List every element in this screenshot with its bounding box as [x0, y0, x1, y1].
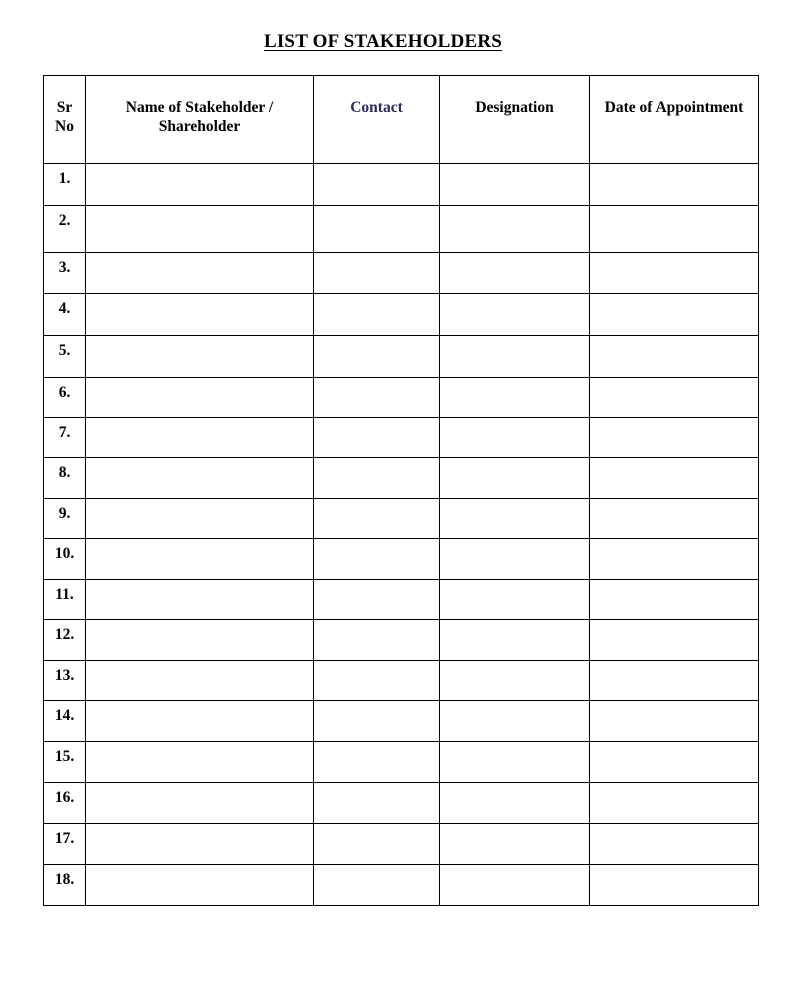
header-name-line1: Name of Stakeholder / [125, 99, 274, 116]
sr-cell: 1. [44, 164, 86, 206]
header-sr-line2: No [55, 118, 74, 135]
table-row [44, 783, 759, 824]
table-row [44, 378, 759, 418]
date-cell[interactable] [590, 378, 759, 418]
date-cell[interactable] [590, 824, 759, 865]
designation-cell[interactable] [440, 824, 590, 865]
table-row [44, 206, 759, 253]
sr-cell: 14. [44, 701, 86, 742]
contact-cell[interactable] [314, 620, 440, 661]
designation-cell[interactable] [440, 418, 590, 458]
name-cell[interactable] [86, 294, 314, 336]
header-contact: Contact [314, 76, 440, 164]
contact-cell[interactable] [314, 458, 440, 499]
designation-cell[interactable] [440, 742, 590, 783]
date-cell[interactable] [590, 701, 759, 742]
designation-cell[interactable] [440, 458, 590, 499]
table-row [44, 336, 759, 378]
name-cell[interactable] [86, 580, 314, 620]
name-cell[interactable] [86, 824, 314, 865]
name-cell[interactable] [86, 783, 314, 824]
designation-cell[interactable] [440, 701, 590, 742]
designation-cell[interactable] [440, 783, 590, 824]
header-name [86, 76, 314, 164]
sr-cell: 13. [44, 661, 86, 701]
date-cell[interactable] [590, 742, 759, 783]
table-row [44, 701, 759, 742]
table-row [44, 499, 759, 539]
name-cell[interactable] [86, 661, 314, 701]
table-row [44, 164, 759, 206]
table-row [44, 661, 759, 701]
sr-cell: 16. [44, 783, 86, 824]
date-cell[interactable] [590, 418, 759, 458]
designation-cell[interactable] [440, 336, 590, 378]
sr-cell: 12. [44, 620, 86, 661]
designation-cell[interactable] [440, 294, 590, 336]
date-cell[interactable] [590, 336, 759, 378]
designation-cell[interactable] [440, 164, 590, 206]
table-row [44, 294, 759, 336]
sr-cell: 8. [44, 458, 86, 499]
designation-cell[interactable] [440, 253, 590, 294]
name-cell[interactable] [86, 701, 314, 742]
date-cell[interactable] [590, 783, 759, 824]
sr-cell: 10. [44, 539, 86, 580]
date-cell[interactable] [590, 580, 759, 620]
table-row [44, 824, 759, 865]
name-cell[interactable] [86, 378, 314, 418]
sr-cell: 4. [44, 294, 86, 336]
contact-cell[interactable] [314, 206, 440, 253]
contact-cell[interactable] [314, 580, 440, 620]
contact-cell[interactable] [314, 742, 440, 783]
sr-cell: 17. [44, 824, 86, 865]
header-sr-no [44, 76, 86, 164]
designation-cell[interactable] [440, 661, 590, 701]
sr-cell: 9. [44, 499, 86, 539]
contact-cell[interactable] [314, 418, 440, 458]
page-title: LIST OF STAKEHOLDERS [263, 31, 503, 52]
contact-cell[interactable] [314, 378, 440, 418]
table-header-row [44, 76, 759, 164]
date-cell[interactable] [590, 206, 759, 253]
date-cell[interactable] [590, 620, 759, 661]
contact-cell[interactable] [314, 661, 440, 701]
contact-cell[interactable] [314, 253, 440, 294]
name-cell[interactable] [86, 620, 314, 661]
date-cell[interactable] [590, 294, 759, 336]
table-row [44, 539, 759, 580]
table-row [44, 620, 759, 661]
name-cell[interactable] [86, 742, 314, 783]
contact-cell[interactable] [314, 294, 440, 336]
sr-cell: 18. [44, 865, 86, 906]
designation-cell[interactable] [440, 206, 590, 253]
table-row [44, 580, 759, 620]
contact-cell[interactable] [314, 824, 440, 865]
designation-cell[interactable] [440, 499, 590, 539]
date-cell[interactable] [590, 661, 759, 701]
date-cell[interactable] [590, 164, 759, 206]
sr-cell: 15. [44, 742, 86, 783]
name-cell[interactable] [86, 164, 314, 206]
date-cell[interactable] [590, 253, 759, 294]
contact-cell[interactable] [314, 336, 440, 378]
contact-cell[interactable] [314, 701, 440, 742]
table-row [44, 458, 759, 499]
contact-cell[interactable] [314, 539, 440, 580]
designation-cell[interactable] [440, 539, 590, 580]
stakeholders-table [43, 75, 759, 906]
contact-cell[interactable] [314, 783, 440, 824]
table-row [44, 253, 759, 294]
sr-cell: 2. [44, 206, 86, 253]
name-cell[interactable] [86, 418, 314, 458]
name-cell[interactable] [86, 253, 314, 294]
header-date-of-appointment: Date of Appointment [590, 76, 759, 164]
designation-cell[interactable] [440, 378, 590, 418]
table-row [44, 865, 759, 906]
contact-cell[interactable] [314, 164, 440, 206]
name-cell[interactable] [86, 336, 314, 378]
date-cell[interactable] [590, 865, 759, 906]
sr-cell: 6. [44, 378, 86, 418]
name-cell[interactable] [86, 206, 314, 253]
date-cell[interactable] [590, 499, 759, 539]
designation-cell[interactable] [440, 620, 590, 661]
name-cell[interactable] [86, 539, 314, 580]
table-row [44, 742, 759, 783]
sr-cell: 7. [44, 418, 86, 458]
header-designation: Designation [440, 76, 590, 164]
date-cell[interactable] [590, 458, 759, 499]
sr-cell: 11. [44, 580, 86, 620]
name-cell[interactable] [86, 458, 314, 499]
sr-cell: 3. [44, 253, 86, 294]
contact-cell[interactable] [314, 865, 440, 906]
sr-cell: 5. [44, 336, 86, 378]
designation-cell[interactable] [440, 580, 590, 620]
table-row [44, 418, 759, 458]
designation-cell[interactable] [440, 865, 590, 906]
contact-cell[interactable] [314, 499, 440, 539]
header-sr-line1: Sr [56, 99, 73, 116]
name-cell[interactable] [86, 499, 314, 539]
name-cell[interactable] [86, 865, 314, 906]
date-cell[interactable] [590, 539, 759, 580]
header-name-line2: Shareholder [158, 118, 241, 135]
